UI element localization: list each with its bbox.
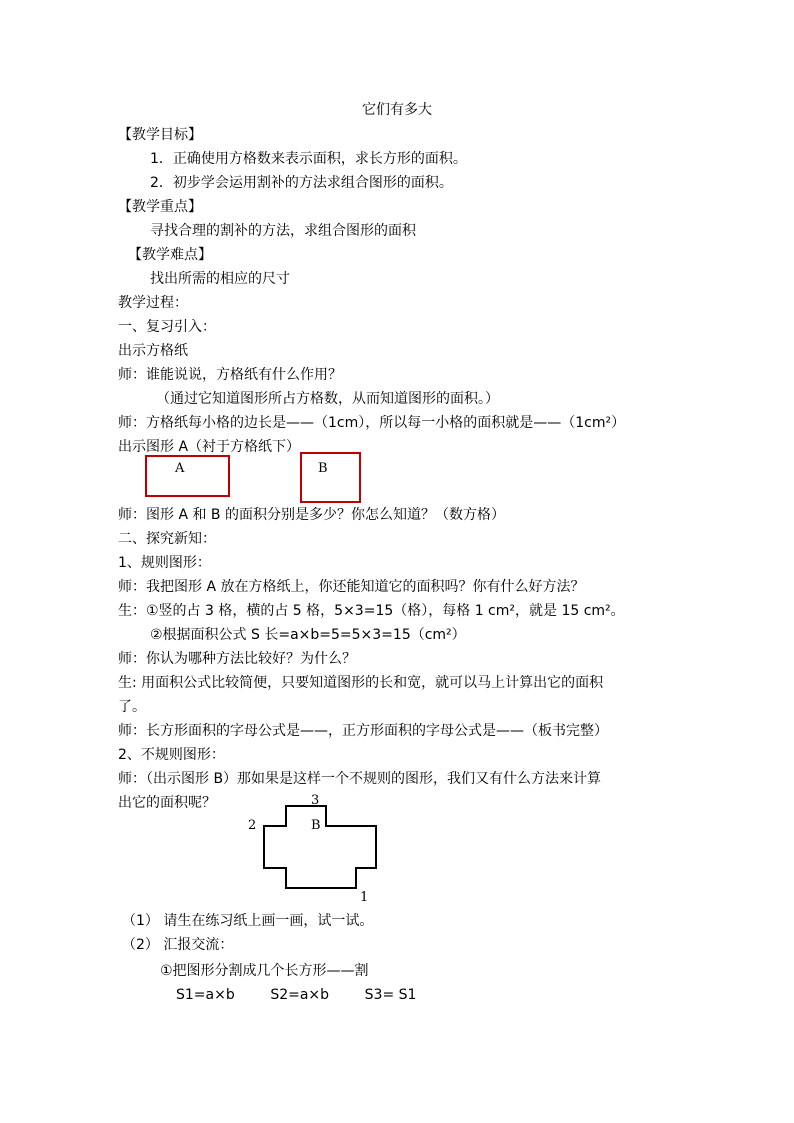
cross-left-dimension: 2 (248, 818, 257, 833)
paragraph-line: ②根据面积公式 S 长=a×b=5=5×3=15（cm²） (150, 627, 466, 643)
rectangle-b-label: B (318, 461, 328, 476)
cross-center-label: B (311, 818, 321, 833)
rectangle-b-figure (300, 452, 361, 503)
difficulty-text: 找出所需的相应的尺寸 (150, 271, 290, 287)
cross-bottom-dimension: 1 (360, 890, 369, 905)
heading-teaching-goals: 【教学目标】 (118, 127, 202, 143)
method-split-text: ①把图形分割成几个长方形——割 (160, 963, 369, 979)
rectangle-a-label: A (175, 461, 185, 476)
goal-item-2: 2．初步学会运用割补的方法求组合图形的面积。 (150, 175, 453, 191)
paragraph-line: 生: 用面积公式比较简便，只要知道图形的长和宽，就可以马上计算出它的面积 (118, 675, 604, 691)
paragraph-line: 师：长方形面积的字母公式是——，正方形面积的字母公式是——（板书完整） (118, 723, 608, 739)
step-2-text: （2） 汇报交流： (122, 937, 234, 953)
paragraph-line: 了。 (118, 699, 146, 715)
cross-shape-outline (240, 792, 380, 908)
paragraph-line: 师：方格纸每小格的边长是——（1cm），所以每一小格的面积就是——（1cm²） (118, 415, 626, 431)
paragraph-line: 师：你认为哪种方法比较好？为什么？ (118, 651, 356, 667)
cross-top-dimension: 3 (311, 793, 320, 808)
paragraph-line: 出它的面积呢？ (118, 795, 216, 811)
key-point-text: 寻找合理的割补的方法，求组合图形的面积 (150, 223, 416, 239)
page-title: 它们有多大 (362, 102, 432, 118)
paragraph-line: （通过它知道图形所占方格数，从而知道图形的面积。） (156, 391, 499, 407)
step-1-text: （1） 请生在练习纸上画一画，试一试。 (122, 913, 374, 929)
paragraph-line: 师：谁能说说，方格纸有什么作用？ (118, 367, 342, 383)
subsection-regular-heading: 1、规则图形： (118, 555, 211, 571)
section-review-heading: 一、复习引入： (118, 319, 216, 335)
paragraph-line: 师：我把图形 A 放在方格纸上，你还能知道它的面积吗？你有什么好方法？ (118, 579, 585, 595)
formula-line: S1=a×b S2=a×b S3= S1 (176, 987, 417, 1003)
process-heading: 教学过程： (118, 295, 188, 311)
paragraph-line: 生：①竖的占 3 格，横的占 5 格，5×3=15（格），每格 1 cm²，就是 15 cm²。 (118, 603, 625, 619)
paragraph-line: 师：（出示图形 B）那如果是这样一个不规则的图形，我们又有什么方法来计算 (118, 771, 602, 787)
heading-difficulties: 【教学难点】 (128, 247, 212, 263)
cross-shape-figure (240, 792, 380, 908)
subsection-irregular-heading: 2、不规则图形： (118, 747, 225, 763)
rectangle-a-figure (145, 455, 230, 497)
goal-item-1: 1．正确使用方格数来表示面积，求长方形的面积。 (150, 151, 467, 167)
paragraph-line: 出示图形 A（衬于方格纸下） (118, 439, 301, 455)
paragraph-line: 出示方格纸 (118, 343, 188, 359)
section-explore-heading: 二、探究新知： (118, 531, 216, 547)
heading-key-points: 【教学重点】 (118, 199, 202, 215)
paragraph-line: 师：图形 A 和 B 的面积分别是多少？你怎么知道？（数方格） (118, 507, 505, 523)
